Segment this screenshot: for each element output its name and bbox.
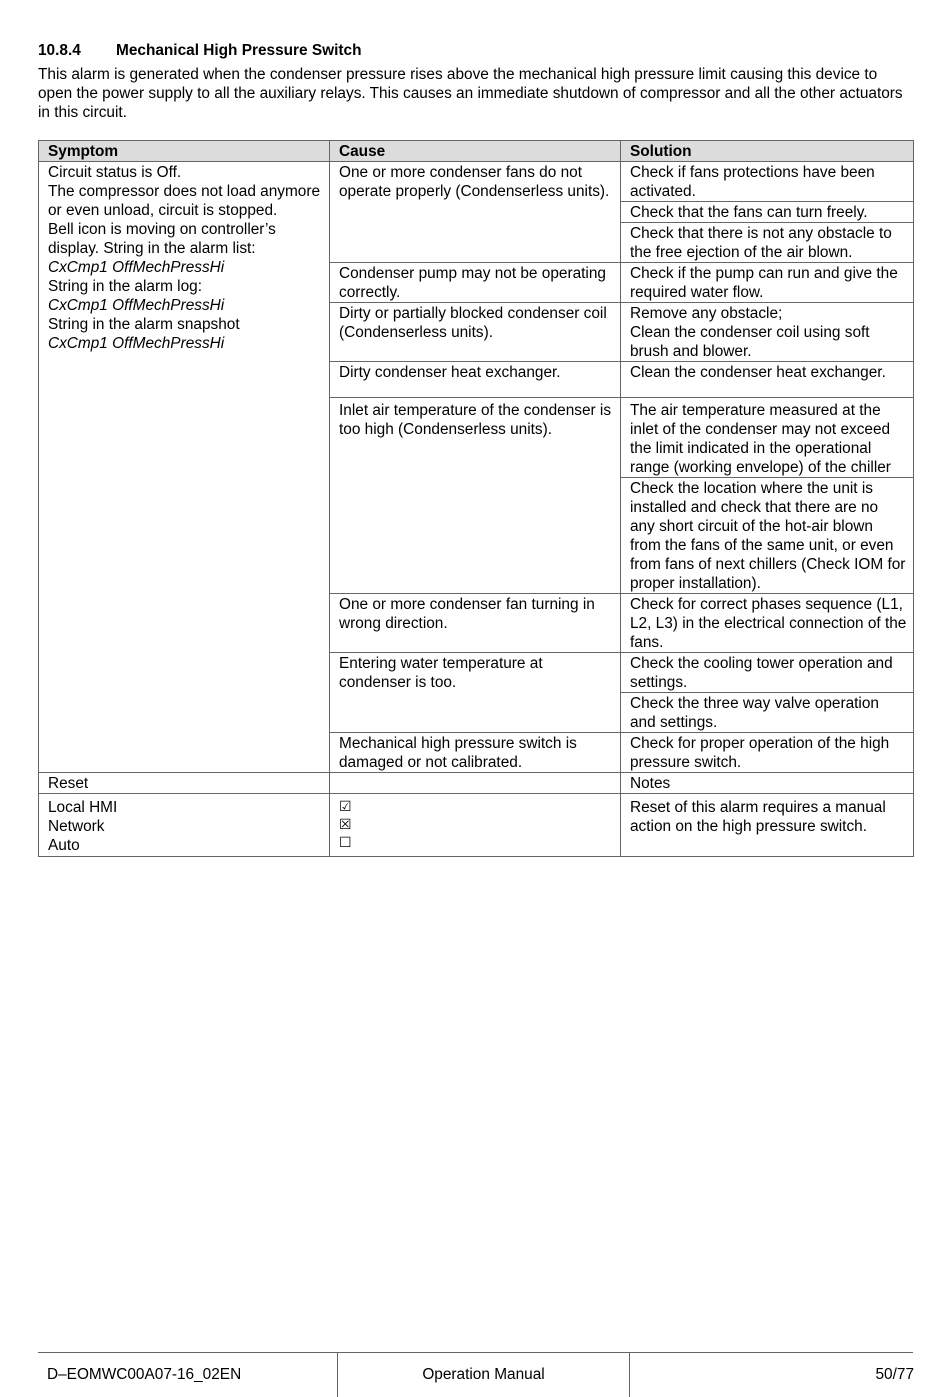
solution-cell: Check the location where the unit is installed and check that there are no any short circuit of the hot-air blown from the fans of the same unit, or even from fans of next chillers (Check IOM for proper installation).: [621, 478, 914, 594]
reset-marks-cell: [330, 794, 621, 857]
reset-label: Reset: [39, 773, 330, 794]
solution-cell: Remove any obstacle; Clean the condenser coil using soft brush and blower.: [621, 303, 914, 362]
reset-mode-network: Network: [48, 818, 105, 835]
footer-doc-code: D–EOMWC00A07-16_02EN: [38, 1353, 338, 1397]
reset-header-row: [39, 773, 914, 794]
reset-modes-cell: [39, 794, 330, 857]
symptom-line: The compressor does not load anymore or even unload, circuit is stopped.: [48, 183, 321, 219]
solution-cell: Check that there is not any obstacle to the free ejection of the air blown.: [621, 223, 914, 263]
cause-cell: Inlet air temperature of the condenser is too high (Condenserless units).: [330, 398, 621, 594]
cause-cell: Dirty or partially blocked condenser coil (Condenserless units).: [330, 303, 621, 362]
symptom-line: Bell icon is moving on controller’s display. String in the alarm list:: [48, 221, 276, 257]
header-symptom: Symptom: [39, 141, 330, 162]
symptom-line: Circuit status is Off.: [48, 164, 182, 181]
solution-cell: Check if fans protections have been activated.: [621, 162, 914, 202]
alarm-table: [38, 140, 914, 857]
solution-cell: Check the three way valve operation and settings.: [621, 693, 914, 733]
solution-cell: Check for correct phases sequence (L1, L2, L3) in the electrical connection of the fans.: [621, 594, 914, 653]
cause-cell: One or more condenser fans do not operate properly (Condenserless units).: [330, 162, 621, 263]
solution-cell: Check for proper operation of the high pressure switch.: [621, 733, 914, 773]
cause-cell: Mechanical high pressure switch is damaged or not calibrated.: [330, 733, 621, 773]
section-title: Mechanical High Pressure Switch: [116, 42, 362, 59]
section-heading: [38, 41, 918, 60]
reset-modes-row: [39, 794, 914, 857]
checked-box-icon: ☑: [339, 799, 352, 815]
solution-cell: Check that the fans can turn freely.: [621, 202, 914, 223]
empty-box-icon: ☐: [339, 835, 352, 851]
section-intro: This alarm is generated when the condenser pressure rises above the mechanical high pressure limit causing this device to open the power supply to all the auxiliary relays. This causes an immediate shutdown of compressor and all the other actuators in this circuit.: [38, 66, 903, 121]
solution-cell: Clean the condenser heat exchanger.: [621, 362, 914, 398]
reset-mode-auto: Auto: [48, 837, 80, 854]
table-row: [39, 162, 914, 202]
header-cause: Cause: [330, 141, 621, 162]
crossed-box-icon: ☒: [339, 817, 352, 833]
solution-cell: Check if the pump can run and give the required water flow.: [621, 263, 914, 303]
cause-cell: Dirty condenser heat exchanger.: [330, 362, 621, 398]
cause-cell: Condenser pump may not be operating correctly.: [330, 263, 621, 303]
cause-cell: Entering water temperature at condenser is too.: [330, 653, 621, 733]
footer-doc-title: Operation Manual: [338, 1353, 630, 1397]
alarm-list-string: CxCmp1 OffMechPressHi: [48, 259, 225, 276]
page-footer: [38, 1352, 913, 1397]
footer-page-number: 50/77: [875, 1366, 914, 1383]
symptom-line: String in the alarm log:: [48, 278, 202, 295]
alarm-snapshot-string: CxCmp1 OffMechPressHi: [48, 335, 225, 352]
header-solution: Solution: [621, 141, 914, 162]
table-header-row: [39, 141, 914, 162]
reset-empty-cell: [330, 773, 621, 794]
reset-mode-local-hmi: Local HMI: [48, 799, 118, 816]
solution-cell: The air temperature measured at the inlet of the condenser may not exceed the limit indicated in the operational range (working envelope) of the chiller: [621, 398, 914, 478]
alarm-log-string: CxCmp1 OffMechPressHi: [48, 297, 225, 314]
symptom-line: String in the alarm snapshot: [48, 316, 240, 333]
notes-cell: Reset of this alarm requires a manual action on the high pressure switch.: [621, 794, 914, 857]
section-number: 10.8.4: [38, 42, 81, 59]
solution-cell: Check the cooling tower operation and settings.: [621, 653, 914, 693]
cause-cell: One or more condenser fan turning in wrong direction.: [330, 594, 621, 653]
symptom-cell: [39, 162, 330, 773]
notes-label: Notes: [621, 773, 914, 794]
